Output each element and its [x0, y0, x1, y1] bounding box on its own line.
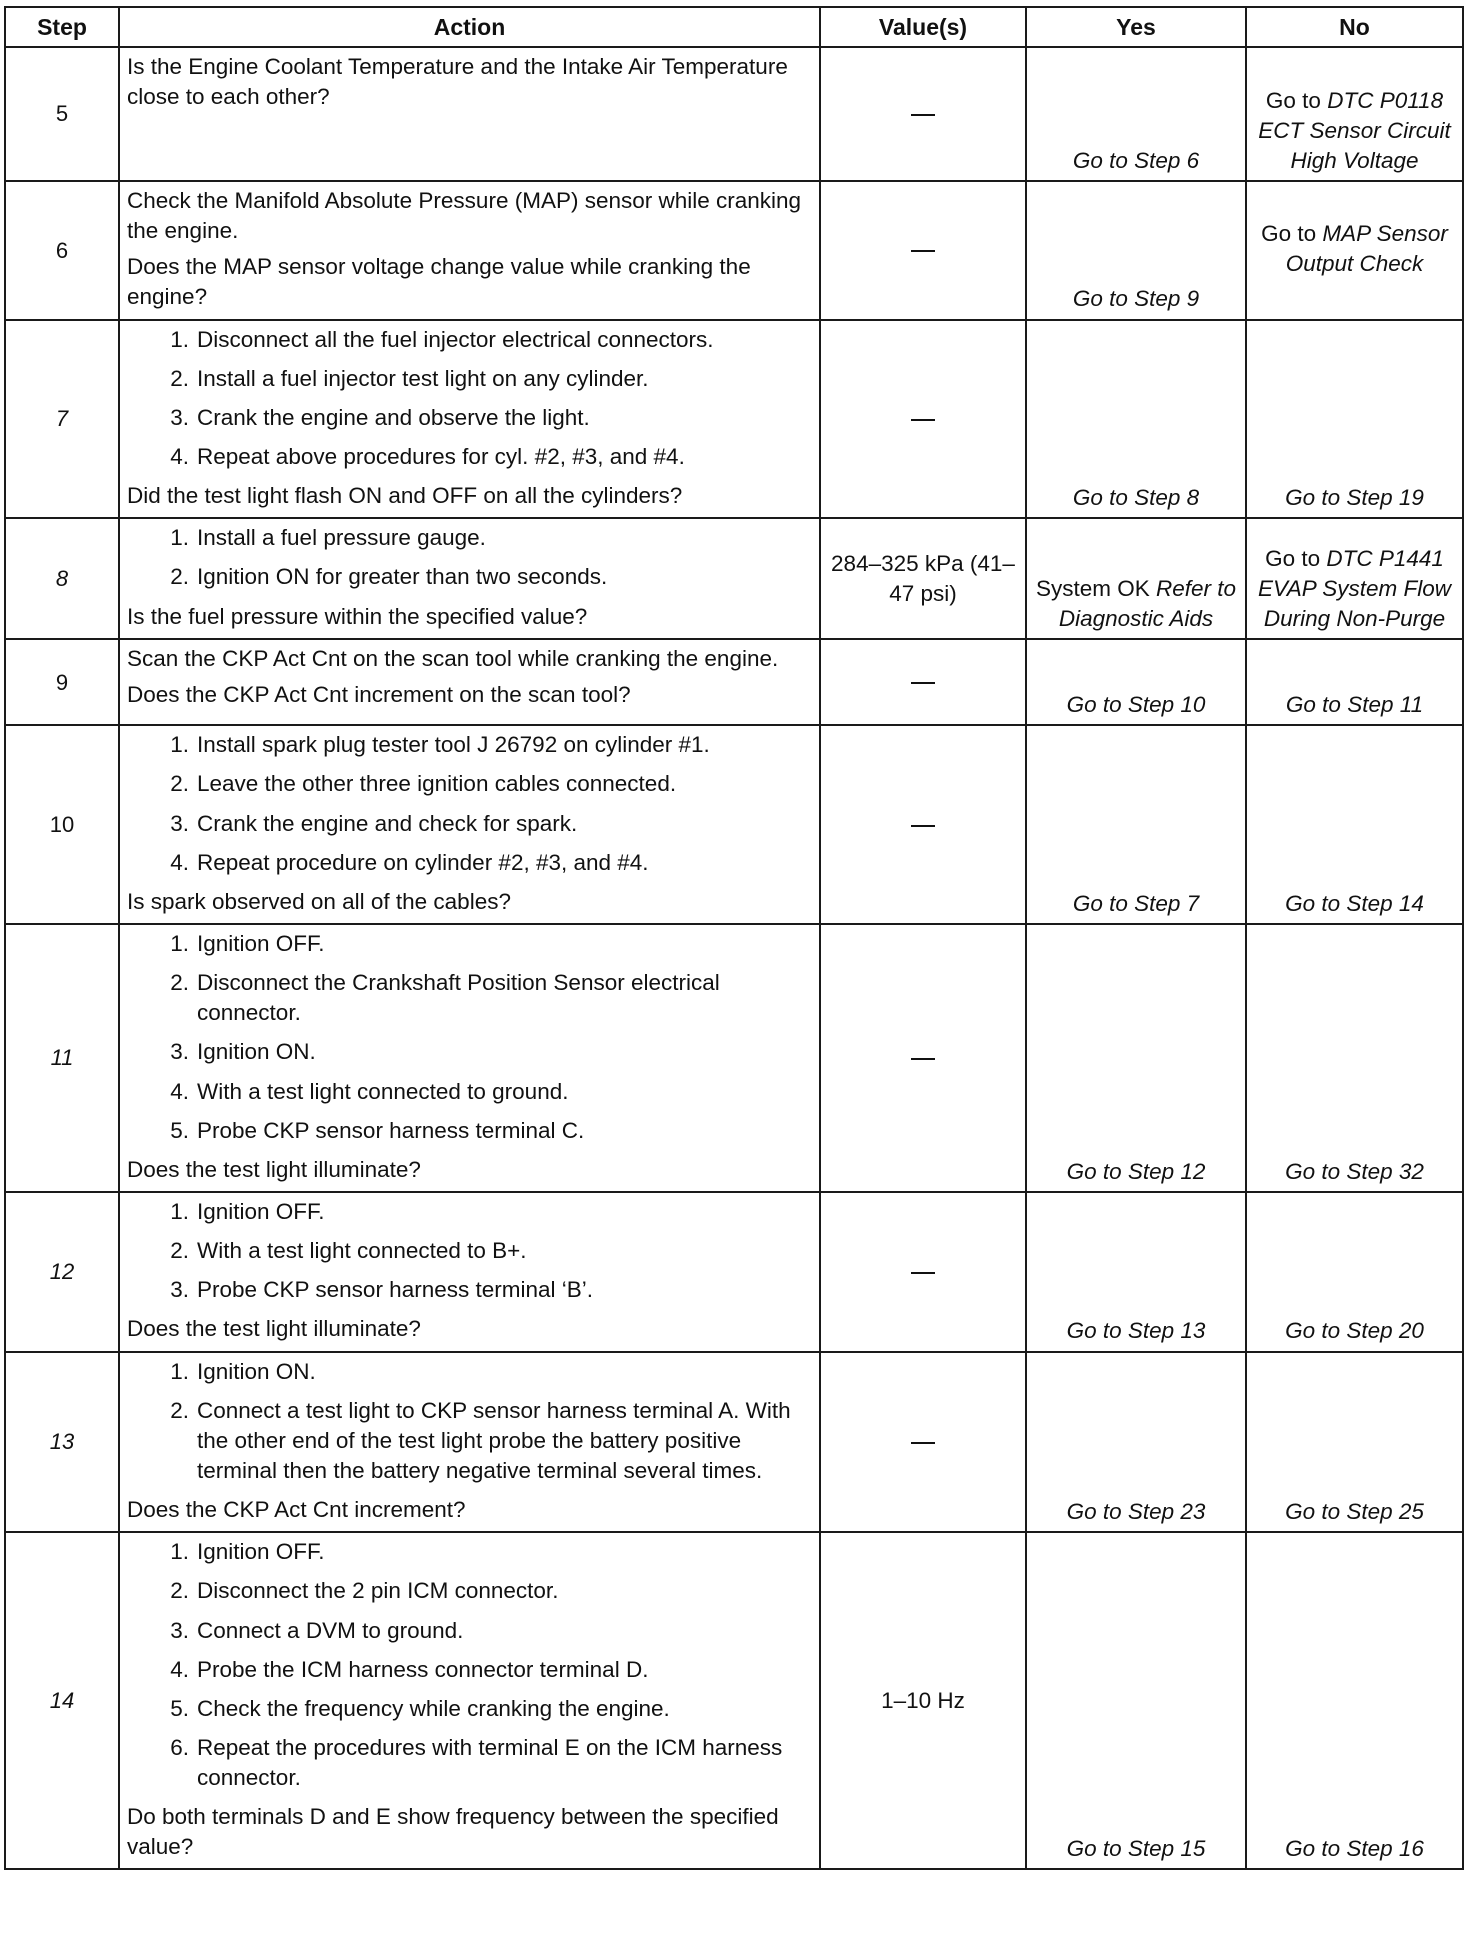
values-cell — [820, 518, 1026, 639]
no-reference-link[interactable]: DTC P1441 EVAP System Flow During Non-Purge — [1258, 545, 1451, 632]
table-row — [5, 639, 1463, 725]
procedure-item-text: Ignition OFF. — [197, 930, 325, 956]
yes-reference-link[interactable]: Go to Step 15 — [1066, 1836, 1206, 1862]
action-question: Is spark observed on all of the cables? — [127, 888, 511, 914]
procedure-item-text: Disconnect all the fuel injector electrical connectors. — [197, 326, 714, 352]
procedure-item — [127, 1733, 813, 1793]
action-cell — [119, 639, 820, 725]
procedure-item-text: Crank the engine and check for spark. — [197, 810, 578, 836]
table-row — [5, 1192, 1463, 1352]
procedure-item-number: 4. — [170, 1656, 189, 1682]
no-cell — [1246, 1192, 1463, 1352]
values-cell — [820, 639, 1026, 725]
header-step: Step — [5, 7, 119, 47]
no-cell — [1246, 725, 1463, 924]
no-reference-link[interactable]: Go to Step 25 — [1285, 1499, 1424, 1525]
action-text: Is the Engine Coolant Temperature and the Intake Air Temperature close to each other? — [127, 54, 788, 110]
yes-reference-link[interactable]: Go to Step 9 — [1072, 286, 1200, 312]
action-cell — [119, 518, 820, 639]
procedure-item-text: Ignition ON for greater than two seconds. — [197, 564, 608, 590]
yes-reference-link[interactable]: Go to Step 10 — [1066, 692, 1206, 718]
procedure-item-number: 4. — [170, 443, 189, 469]
procedure-item-number: 1. — [170, 525, 189, 551]
diagnostic-table — [4, 6, 1464, 1870]
procedure-item-text: Probe CKP sensor harness terminal C. — [197, 1117, 585, 1143]
procedure-item-number: 2. — [170, 1238, 189, 1264]
procedure-list — [127, 929, 813, 1146]
procedure-item — [127, 1694, 813, 1724]
procedure-item-number: 2. — [170, 564, 189, 590]
no-reference-link[interactable]: Go to Step 14 — [1285, 890, 1424, 916]
procedure-item — [127, 730, 813, 760]
header-action: Action — [119, 7, 820, 47]
procedure-item-number: 5. — [170, 1695, 189, 1721]
procedure-item — [127, 562, 813, 592]
no-value-dash — [911, 114, 935, 116]
yes-cell — [1026, 1192, 1246, 1352]
step-number: 6 — [5, 181, 119, 320]
action-text: Scan the CKP Act Cnt on the scan tool while cranking the engine. — [127, 646, 779, 672]
step-number: 8 — [5, 518, 119, 639]
procedure-item — [127, 1236, 813, 1266]
procedure-item-number: 4. — [170, 1078, 189, 1104]
no-cell — [1246, 639, 1463, 725]
yes-reference-link[interactable]: Go to Step 8 — [1072, 485, 1200, 511]
action-cell — [119, 1352, 820, 1533]
procedure-list — [127, 1537, 813, 1793]
table-row — [5, 1532, 1463, 1869]
values-cell — [820, 320, 1026, 519]
action-cell — [119, 924, 820, 1192]
procedure-item-text: Probe the ICM harness connector terminal D. — [197, 1656, 649, 1682]
no-plain-text: Go to — [1265, 87, 1321, 113]
procedure-item — [127, 1537, 813, 1567]
action-question: Did the test light flash ON and OFF on all the cylinders? — [127, 483, 683, 509]
table-row — [5, 518, 1463, 639]
procedure-item — [127, 968, 813, 1028]
no-reference-link[interactable]: Go to Step 20 — [1285, 1318, 1424, 1344]
table-row — [5, 924, 1463, 1192]
procedure-item-number: 2. — [170, 970, 189, 996]
table-row — [5, 47, 1463, 181]
values-cell — [820, 1532, 1026, 1869]
no-value-dash — [911, 1058, 935, 1060]
procedure-item-text: Ignition ON. — [197, 1358, 316, 1384]
table-header-row — [5, 7, 1463, 47]
diagnostic-table-page — [4, 6, 1462, 1870]
yes-reference-link[interactable]: Go to Step 23 — [1066, 1499, 1206, 1525]
values-cell — [820, 1192, 1026, 1352]
procedure-item-number: 5. — [170, 1117, 189, 1143]
procedure-item-text: With a test light connected to B+. — [197, 1238, 527, 1264]
procedure-item — [127, 1037, 813, 1067]
no-plain-text: Go to — [1261, 221, 1317, 247]
action-cell — [119, 1532, 820, 1869]
action-cell — [119, 725, 820, 924]
no-cell — [1246, 1532, 1463, 1869]
yes-cell — [1026, 1532, 1246, 1869]
no-cell — [1246, 1352, 1463, 1533]
procedure-item-text: Crank the engine and observe the light. — [197, 404, 590, 430]
no-cell — [1246, 181, 1463, 320]
no-value-dash — [911, 419, 935, 421]
procedure-item — [127, 1396, 813, 1486]
no-reference-link[interactable]: MAP Sensor Output Check — [1285, 221, 1448, 277]
procedure-item-text: Probe CKP sensor harness terminal ‘B’. — [197, 1277, 594, 1303]
no-reference-link[interactable]: Go to Step 32 — [1285, 1158, 1424, 1184]
no-cell — [1246, 47, 1463, 181]
value-text: 1–10 Hz — [881, 1687, 965, 1713]
header-yes: Yes — [1026, 7, 1246, 47]
yes-cell — [1026, 924, 1246, 1192]
no-cell — [1246, 924, 1463, 1192]
procedure-item — [127, 1576, 813, 1606]
procedure-item-number: 1. — [170, 930, 189, 956]
action-cell — [119, 181, 820, 320]
procedure-item-number: 1. — [170, 1358, 189, 1384]
action-cell — [119, 1192, 820, 1352]
procedure-item — [127, 1197, 813, 1227]
yes-cell — [1026, 47, 1246, 181]
procedure-item-number: 1. — [170, 1539, 189, 1565]
yes-plain-text: System OK — [1035, 575, 1150, 601]
action-question: Does the CKP Act Cnt increment? — [127, 1497, 466, 1523]
procedure-item-number: 1. — [170, 1198, 189, 1224]
step-number: 7 — [5, 320, 119, 519]
procedure-item-number: 3. — [170, 1039, 189, 1065]
procedure-item — [127, 929, 813, 959]
no-value-dash — [911, 1442, 935, 1444]
action-text: Check the Manifold Absolute Pressure (MAP) sensor while cranking the engine. — [127, 188, 802, 244]
procedure-item-number: 6. — [170, 1734, 189, 1760]
yes-reference-link[interactable]: Go to Step 13 — [1066, 1318, 1206, 1344]
step-number: 5 — [5, 47, 119, 181]
procedure-item-number: 1. — [170, 326, 189, 352]
yes-reference-link[interactable]: Go to Step 7 — [1072, 890, 1200, 916]
step-number: 9 — [5, 639, 119, 725]
procedure-item-text: Connect a test light to CKP sensor harness terminal A. With the other end of the test light probe the battery positive terminal then the battery negative terminal several times. — [197, 1397, 791, 1483]
step-number: 10 — [5, 725, 119, 924]
procedure-item-text: Disconnect the 2 pin ICM connector. — [197, 1578, 559, 1604]
step-number: 11 — [5, 924, 119, 1192]
no-value-dash — [911, 1272, 935, 1274]
procedure-item-number: 3. — [170, 1277, 189, 1303]
procedure-item-text: Ignition ON. — [197, 1039, 316, 1065]
procedure-item-number: 1. — [170, 732, 189, 758]
values-cell — [820, 1352, 1026, 1533]
procedure-list — [127, 523, 813, 592]
procedure-item — [127, 523, 813, 553]
value-text: 284–325 kPa (41–47 psi) — [831, 550, 1015, 606]
procedure-item — [127, 364, 813, 394]
procedure-item-text: Connect a DVM to ground. — [197, 1617, 464, 1643]
procedure-item-number: 3. — [170, 1617, 189, 1643]
yes-cell — [1026, 1352, 1246, 1533]
action-text: Does the MAP sensor voltage change value while cranking the engine? — [127, 254, 751, 310]
procedure-list — [127, 325, 813, 473]
procedure-item — [127, 1077, 813, 1107]
yes-cell — [1026, 725, 1246, 924]
yes-cell — [1026, 320, 1246, 519]
procedure-item-text: Repeat procedure on cylinder #2, #3, and #4. — [197, 849, 649, 875]
procedure-list — [127, 1197, 813, 1305]
yes-reference-link[interactable]: Refer to Diagnostic Aids — [1058, 575, 1237, 632]
yes-cell — [1026, 639, 1246, 725]
table-row — [5, 320, 1463, 519]
step-number: 14 — [5, 1532, 119, 1869]
procedure-item — [127, 442, 813, 472]
values-cell — [820, 924, 1026, 1192]
procedure-item-text: Check the frequency while cranking the engine. — [197, 1695, 670, 1721]
action-cell — [119, 320, 820, 519]
yes-reference-link[interactable]: Go to Step 12 — [1066, 1158, 1206, 1184]
procedure-item-text: Repeat the procedures with terminal E on the ICM harness connector. — [197, 1734, 783, 1791]
procedure-item — [127, 1616, 813, 1646]
step-number: 12 — [5, 1192, 119, 1352]
procedure-item-number: 2. — [170, 771, 189, 797]
procedure-item — [127, 848, 813, 878]
no-value-dash — [911, 250, 935, 252]
procedure-item-text: Install a fuel pressure gauge. — [197, 525, 486, 551]
procedure-item — [127, 403, 813, 433]
procedure-item-text: Repeat above procedures for cyl. #2, #3, and #4. — [197, 443, 685, 469]
procedure-item — [127, 1357, 813, 1387]
procedure-item-text: Ignition OFF. — [197, 1198, 325, 1224]
table-row — [5, 181, 1463, 320]
procedure-item — [127, 325, 813, 355]
no-cell — [1246, 320, 1463, 519]
procedure-item — [127, 809, 813, 839]
values-cell — [820, 181, 1026, 320]
procedure-item-text: Ignition OFF. — [197, 1539, 325, 1565]
procedure-list — [127, 730, 813, 878]
procedure-item-text: Leave the other three ignition cables connected. — [197, 771, 677, 797]
procedure-item — [127, 1655, 813, 1685]
values-cell — [820, 725, 1026, 924]
action-question: Do both terminals D and E show frequency between the specified value? — [127, 1804, 779, 1860]
procedure-item-number: 4. — [170, 849, 189, 875]
procedure-item — [127, 1116, 813, 1146]
yes-reference-link[interactable]: Go to Step 6 — [1072, 147, 1200, 173]
action-question: Does the test light illuminate? — [127, 1156, 421, 1182]
procedure-item-text: Install a fuel injector test light on any cylinder. — [197, 365, 649, 391]
procedure-item-text: Install spark plug tester tool J 26792 on cylinder #1. — [197, 732, 710, 758]
procedure-item-text: Disconnect the Crankshaft Position Sensor electrical connector. — [197, 970, 720, 1026]
no-value-dash — [911, 825, 935, 827]
table-row — [5, 1352, 1463, 1533]
no-plain-text: Go to — [1265, 545, 1321, 571]
action-text: Does the CKP Act Cnt increment on the scan tool? — [127, 682, 631, 708]
procedure-item-number: 2. — [170, 365, 189, 391]
no-reference-link[interactable]: DTC P0118 ECT Sensor Circuit High Voltage — [1258, 87, 1451, 173]
no-reference-link[interactable]: Go to Step 19 — [1285, 485, 1424, 511]
no-value-dash — [911, 682, 935, 684]
procedure-item-number: 2. — [170, 1578, 189, 1604]
procedure-item-number: 2. — [170, 1397, 189, 1423]
action-cell — [119, 47, 820, 181]
header-no: No — [1246, 7, 1463, 47]
procedure-list — [127, 1357, 813, 1487]
action-question: Does the test light illuminate? — [127, 1316, 421, 1342]
no-reference-link[interactable]: Go to Step 11 — [1285, 692, 1424, 718]
procedure-item — [127, 769, 813, 799]
action-question: Is the fuel pressure within the specified value? — [127, 603, 588, 629]
procedure-item-text: With a test light connected to ground. — [197, 1078, 569, 1104]
no-cell — [1246, 518, 1463, 639]
yes-cell — [1026, 518, 1246, 639]
header-values: Value(s) — [820, 7, 1026, 47]
procedure-item-number: 3. — [170, 404, 189, 430]
values-cell — [820, 47, 1026, 181]
step-number: 13 — [5, 1352, 119, 1533]
no-reference-link[interactable]: Go to Step 16 — [1285, 1836, 1424, 1862]
procedure-item-number: 3. — [170, 810, 189, 836]
procedure-item — [127, 1275, 813, 1305]
yes-cell — [1026, 181, 1246, 320]
table-row — [5, 725, 1463, 924]
